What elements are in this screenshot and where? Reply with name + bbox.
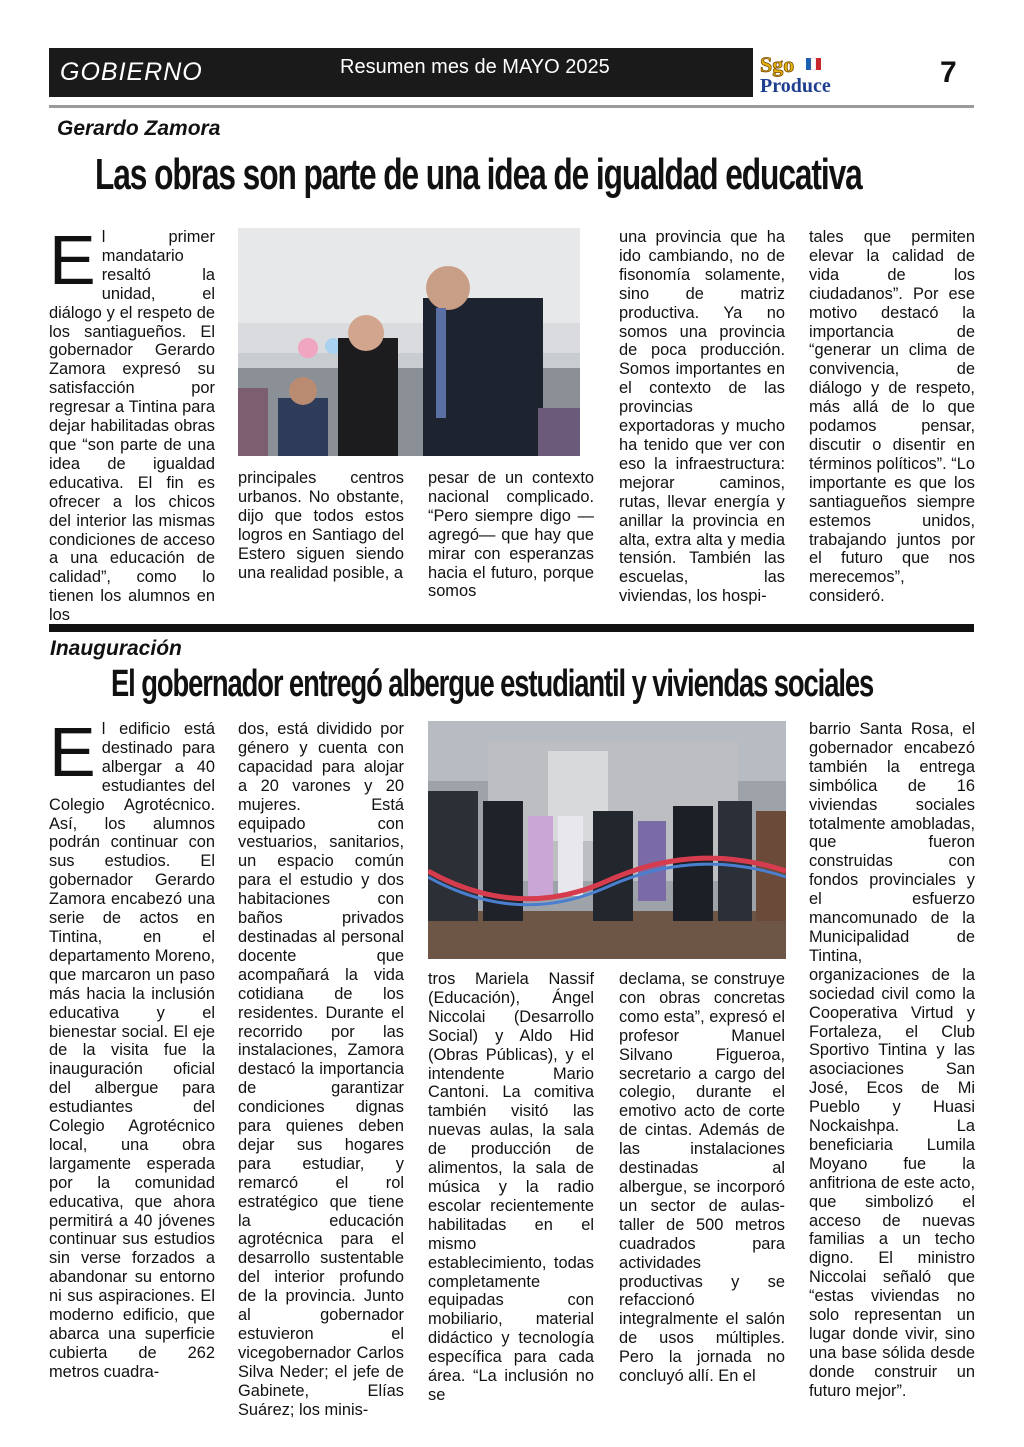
- article2-photo: [428, 721, 786, 959]
- section-label: GOBIERNO: [60, 58, 203, 86]
- article2-headline: El gobernador entregó albergue estudiantil y viviendas sociales: [111, 663, 874, 705]
- article1-column-1: El primer mandatario resaltó la unidad, el diálogo y el respeto de los santiagueños. El gobernador Gerardo Zamora expresó su satisfacción por regresar a Tintina para dejar habilitadas obras que “son parte de una idea de igualdad educativa. El fin es ofrecer a los chicos del interior las mismas condiciones de acceso a una educación de calidad”, como lo tienen los alumnos en los: [49, 221, 215, 625]
- drop-cap: E: [49, 713, 96, 791]
- logo-line2: Produce: [760, 75, 831, 96]
- page-number: 7: [940, 56, 957, 89]
- drop-cap: E: [49, 221, 96, 299]
- article2-kicker: Inauguración: [50, 637, 182, 660]
- section-divider: [49, 624, 974, 632]
- article1-photo: [238, 228, 580, 456]
- article2-column-4: declama, se construye con obras concretas como esta”, expresó el profesor Manuel Silvano Figueroa, secretario a cargo del colegio, durante el emotivo acto de corte de cintas. Además de las instalaciones destinadas al albergue, se incorporó un sector de aulas-taller de 500 metros cuadrados para actividades productivas y se refaccionó integralmente el salón de usos múltiples. Pero la jornada no concluyó allí. En el: [619, 970, 785, 1386]
- logo-line1: Sgo: [760, 52, 795, 77]
- article2-column-2: dos, está dividido por género y cuenta con capacidad para alojar a 20 varones y 20 mujeres. Está equipado con vestuarios, sanitarios, un espacio común para el estudio y dos habitaciones con baños privados destinadas al personal docente que acompañará la vida cotidiana de los residentes. Durante el recorrido por las instalaciones, Zamora destacó la importancia de garantizar condiciones dignas para quienes deben dejar sus hogares para estudiar, y remarcó el rol estratégico que tiene la educación agrotécnica para el desarrollo sustentable del interior profundo de la provincia. Junto al gobernador estuvieron el vicegobernador Carlos Silva Neder; el jefe de Gabinete, Elías Suárez; los minis-: [238, 720, 404, 1419]
- issue-title: Resumen mes de MAYO 2025: [340, 56, 610, 78]
- article2-column-1: El edificio está destinado para albergar a 40 estudiantes del Colegio Agrotécnico. Así, los alumnos podrán continuar con sus estudios. El gobernador Gerardo Zamora encabezó una serie de actos en Tintina, en el departamento Moreno, que marcaron un paso más hacia la inclusión educativa y el bienestar social. El eje de la visita fue la inauguración oficial del albergue para estudiantes del Colegio Agrotécnico local, una obra largamente esperada por la comunidad educativa, que ahora permitirá a 40 jóvenes continuar sus estudios sin verse forzados a abandonar su entorno ni sus aspiraciones. El moderno edificio, que abarca una superficie cubierta de 262 metros cuadra-: [49, 713, 215, 1381]
- header-rule: [49, 105, 974, 108]
- article2-column-3: tros Mariela Nassif (Educación), Ángel Niccolai (Desarrollo Social) y Aldo Hid (Obras Públicas), y el intendente Mario Cantoni. La comitiva también visitó las nuevas aulas, la sala de producción de alimentos, la sala de música y la radio escolar recientemente habilitadas en el mismo establecimiento, todas completamente equipadas con mobiliario, material didáctico y tecnología específica para cada área. “La inclusión no se: [428, 970, 594, 1404]
- article1-column-3: pesar de un contexto nacional complicado. “Pero siempre digo —agregó— que hay que mirar con esperanzas hacia el futuro, porque somos: [428, 469, 594, 601]
- article1-kicker: Gerardo Zamora: [57, 117, 221, 140]
- publication-logo: [758, 52, 898, 96]
- article1-column-2: principales centros urbanos. No obstante, dijo que todos estos logros en Santiago del Estero siguen siendo una realidad posible, a: [238, 469, 404, 582]
- article1-headline: Las obras son parte de una idea de igualdad educativa: [95, 150, 862, 199]
- article1-column-4: una provincia que ha ido cambiando, no de fisonomía solamente, sino de matriz productiva. Ya no somos una provincia de poca producción. Somos importantes en el contexto de las provincias exportadoras y mucho ha tenido que ver con eso la infraestructura: mejorar caminos, rutas, llevar energía y anillar la provincia en alta, extra alta y media tensión. También las escuelas, las viviendas, los hospi-: [619, 228, 785, 606]
- article2-column-5: barrio Santa Rosa, el gobernador encabezó también la entrega simbólica de 16 viviendas sociales totalmente amobladas, que fueron construidas con fondos provinciales y el esfuerzo mancomunado de la Municipalidad de Tintina, organizaciones de la sociedad civil como la Cooperativa Virtud y Fortaleza, el Club Sportivo Tintina y las asociaciones San José, Ecos de Mi Pueblo y Huasi Nockaishpa. La beneficiaria Lumila Moyano fue la anfitriona de este acto, que simbolizó el acceso de nuevas familias a un techo digno. El ministro Niccolai señaló que “estas viviendas no solo representan un lugar donde vivir, sino una base sólida desde donde construir un futuro mejor”.: [809, 720, 975, 1400]
- article1-column-5: tales que permiten elevar la calidad de vida de los ciudadanos”. Por ese motivo destacó la importancia de “generar un clima de convivencia, de diálogo y de respeto, más allá de lo que podamos pensar, discutir o disentir en términos políticos”. “Lo importante es que los santiagueños siempre estemos unidos, trabajando juntos por el futuro que nos merecemos”, consideró.: [809, 228, 975, 606]
